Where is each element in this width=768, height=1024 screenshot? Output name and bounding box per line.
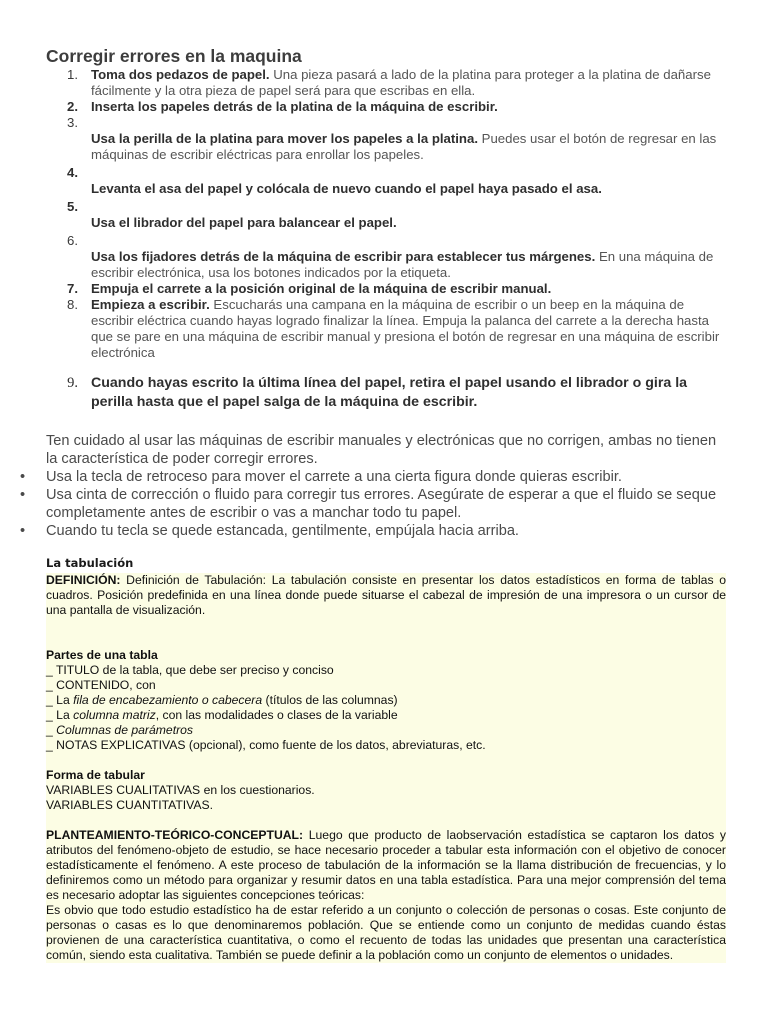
forma-line: VARIABLES CUALITATIVAS en los cuestionarios. xyxy=(46,783,315,797)
definicion-block xyxy=(46,573,726,963)
step-number: 4. xyxy=(67,165,78,180)
partes-line: _ TITULO de la tabla, que debe ser preciso y conciso xyxy=(46,663,334,677)
tip-bullet xyxy=(0,522,768,540)
step-5 xyxy=(0,199,768,231)
step-number: 9. xyxy=(67,375,78,391)
definicion-paragraph xyxy=(46,573,726,618)
steps-list xyxy=(0,67,768,412)
step-number: 7. xyxy=(67,281,78,296)
step-number: 2. xyxy=(67,99,78,114)
step-number: 5. xyxy=(67,199,78,214)
partes-line: _ La fila de encabezamiento o cabecera (títulos de las columnas) xyxy=(46,693,398,707)
tip-text: Usa cinta de corrección o fluido para corregir tus errores. Asegúrate de esperar a que el fluido se seque completamente antes de escribir o vas a manchar todo tu papel. xyxy=(46,487,717,521)
partes-label: Partes de una tabla xyxy=(46,648,158,662)
partes-line: _ La columna matriz, con las modalidades o clases de la variable xyxy=(46,708,398,722)
step-number: 1. xyxy=(67,67,78,82)
step-3 xyxy=(0,115,768,163)
step-bold: Empieza a escribir. xyxy=(91,297,210,312)
step-1 xyxy=(0,67,768,99)
step-4 xyxy=(0,165,768,197)
definicion-label: DEFINICIÓN: xyxy=(46,573,121,587)
tip-text: Cuando tu tecla se quede estancada, gentilmente, empújala hacia arriba. xyxy=(46,523,519,539)
partes-line: _ Columnas de parámetros xyxy=(46,723,194,737)
planteamiento-text: Luego que producto de laobservación estadística se captaron los datos y atributos del fenómeno-objeto de estudio, se hace necesario proceder a tabular esta información con el objetivo de conocer estadísticamente el fenómeno. A este proceso de tabulación de la información se la llama distribución de frecuencias, y lo definiremos como un método para organizar y resumir datos en una tabla estadística. Para una mejor comprensión del tema es necesario adoptar las siguientes concepciones teóricas: xyxy=(46,828,726,902)
section-heading: La tabulación xyxy=(46,556,134,570)
step-2 xyxy=(0,99,768,115)
tip-bullet xyxy=(0,468,768,486)
step-text: Escucharás una campana en la máquina de escribir o un beep en la máquina de escribir eléctrica cuando hayas logrado finalizar la línea. Empuja la palanca del carrete a la derecha hasta que se pare en una máquina de escribir manual y presiona el botón de regresar en una máquina de escribir electrónica xyxy=(91,297,720,360)
bullet-icon: • xyxy=(20,469,26,485)
step-text: En una máquina de escribir electrónica, usa los botones indicados por la etiqueta. xyxy=(91,249,714,280)
step-8 xyxy=(0,297,768,361)
step-6 xyxy=(0,233,768,281)
step-bold: Usa el librador del papel para balancear el papel. xyxy=(91,215,397,230)
step-bold: Usa la perilla de la platina para mover los papeles a la platina. xyxy=(91,131,478,146)
step-bold: Empuja el carrete a la posición original de la máquina de escribir manual. xyxy=(91,281,552,296)
forma-line: VARIABLES CUANTITATIVAS. xyxy=(46,798,214,812)
tips-intro: Ten cuidado al usar las máquinas de escribir manuales y electrónicas que no corrigen, ambas no tienen la característica de poder corregir errores. xyxy=(46,433,717,467)
partes-line: _ NOTAS EXPLICATIVAS (opcional), como fuente de los datos, abreviaturas, etc. xyxy=(46,738,486,752)
tip-bullet xyxy=(0,486,768,522)
partes-line: _ CONTENIDO, con xyxy=(46,678,156,692)
step-bold: Inserta los papeles detrás de la platina de la máquina de escribir. xyxy=(91,99,498,114)
bullet-icon: • xyxy=(20,523,26,539)
step-bold: Toma dos pedazos de papel. xyxy=(91,67,270,82)
step-text: Puedes usar el botón de regresar en las máquinas de escribir eléctricas para enrollar los papeles. xyxy=(91,131,717,162)
step-number: 6. xyxy=(67,233,78,248)
step-bold: Levanta el asa del papel y colócala de nuevo cuando el papel haya pasado el asa. xyxy=(91,181,602,196)
planteamiento-paragraph xyxy=(46,828,726,903)
step-number: 8. xyxy=(67,297,78,312)
step-text: Una pieza pasará a lado de la platina para proteger a la platina de dañarse fácilmente y la otra pieza de papel será para que escribas en ella. xyxy=(91,67,711,98)
bullet-icon: • xyxy=(20,487,26,503)
step-number: 3. xyxy=(67,115,78,130)
page-title: Corregir errores en la maquina xyxy=(46,46,302,66)
definicion-text: Definición de Tabulación: La tabulación consiste en presentar los datos estadísticos en forma de tablas o cuadros. Posición predefinida en una línea donde puede situarse el cabezal de impresión de una impresora o un cursor de una pantalla de visualización. xyxy=(46,573,726,617)
planteamiento-label: PLANTEAMIENTO-TEÓRICO-CONCEPTUAL: xyxy=(46,828,304,842)
step-7 xyxy=(0,281,768,297)
poblacion-paragraph: Es obvio que todo estudio estadístico ha de estar referido a un conjunto o colección de personas o cosas. Este conjunto de personas o casas es lo que denominaremos población. Que se entiende como un conjunto de medidas cuando éstas provienen de una característica cuantitativa, o como el recuento de todas las unidades que presentan una característica común, siendo esta cualitativa. También se puede definir a la población como un conjunto de elementos o unidades. xyxy=(46,903,726,962)
tips-section xyxy=(0,432,768,540)
tip-text: Usa la tecla de retroceso para mover el carrete a una cierta figura donde quieras escribir. xyxy=(46,469,622,485)
step-bold: Cuando hayas escrito la última línea del papel, retira el papel usando el librador o gira la perilla hasta que el papel salga de la máquina de escribir. xyxy=(91,375,688,410)
tabulacion-section xyxy=(46,556,726,963)
forma-label: Forma de tabular xyxy=(46,768,145,782)
step-9 xyxy=(0,374,768,412)
step-bold: Usa los fijadores detrás de la máquina de escribir para establecer tus márgenes. xyxy=(91,249,596,264)
